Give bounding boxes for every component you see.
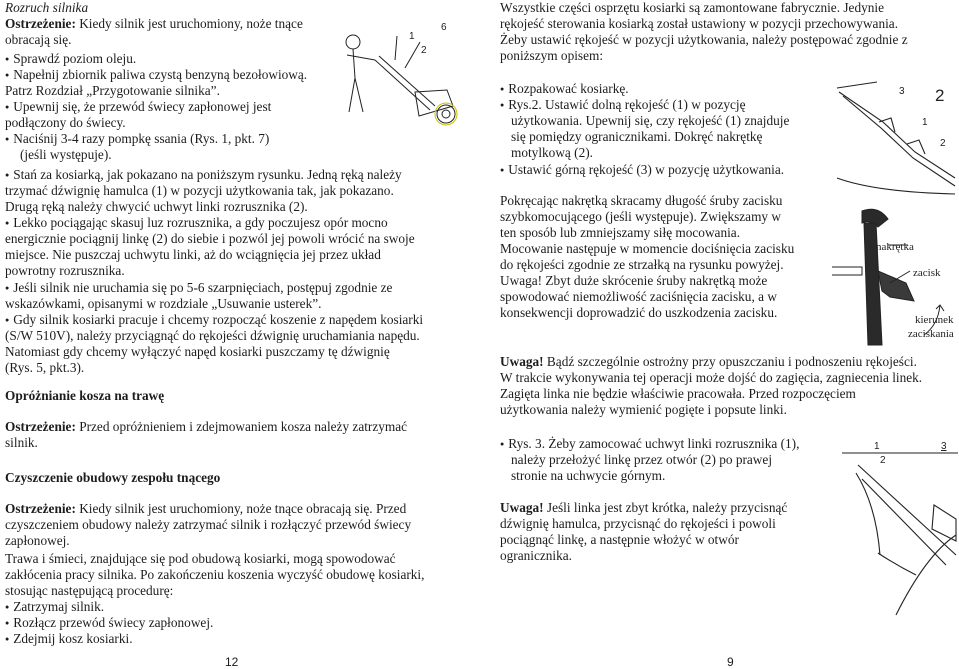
warning-label: Ostrzeżenie: [5, 16, 76, 31]
bullet-starter-rope-2: należy przełożyć linkę przez otwór (2) po prawej [511, 452, 773, 467]
intro-line-1: Wszystkie części osprzętu kosiarki są zamontowane fabrycznie. Jedynie [500, 0, 884, 15]
caution-cables-4: użytkowania należy wymienić pogięte i popsute linki. [500, 402, 787, 417]
label-clamp: zacisk [913, 267, 941, 279]
caution-rope-short-4: ogranicznika. [500, 548, 572, 563]
section-heading-empty-bag: Opróżnianie kosza na trawę [5, 388, 165, 403]
bullet-upper-handle: ● Ustawić górną rękojeść (3) w pozycję użytkowania. [500, 162, 784, 180]
fig1-label-2: 2 [421, 45, 427, 56]
clamp-paragraph-8: konsekwencji doprowadzić do uszkodzenia zacisku. [500, 305, 778, 320]
fig2-label-2: 2 [940, 138, 946, 149]
clamp-paragraph-7: spowodować niemożliwość zaciśnięcia zacisku, a w [500, 289, 777, 304]
bullet-stand-behind-3: Drugą ręką należy chwycić uchwyt linki rozrusznika (2). [5, 199, 308, 214]
bullet-drive-3: Natomiast gdy chcemy wyłączyć napęd kosiarki puszczamy tę dźwignię [5, 344, 390, 359]
bullet-drive-4: (Rys. 5, pkt.3). [5, 360, 85, 375]
caution-rope-short-2: dźwignię hamulca, przycisnąć do rękojeści i powoli [500, 516, 776, 531]
warning-text-2: obracają się. [5, 32, 72, 47]
bullet-lower-handle-2: użytkowania. Upewnij się, czy rękojeść (1) znajduje [511, 113, 790, 128]
section-heading-engine-start: Rozruch silnika [5, 0, 89, 15]
caution-rope-short: Uwaga! Jeśli linka jest zbyt krótka, należy przycisnąć [500, 500, 788, 515]
label-clamping-direction-2: zaciskania [908, 328, 954, 340]
cleaning-paragraph-3: stosując następującą procedurę: [5, 583, 174, 598]
clamp-paragraph-3: ten sposób lub zmniejszamy siłę mocowania. [500, 225, 741, 240]
bullet-lower-handle: ● Rys.2. Ustawić dolną rękojeść (1) w pozycję [500, 97, 825, 115]
warning-bag-2: silnik. [5, 435, 38, 450]
cleaning-paragraph-2: zakłócenia pracy silnika. Po zakończeniu koszenia wyczyść obudowę kosiarki, [5, 567, 425, 582]
bullet-spark-plug-2: podłączony do świecy. [5, 115, 126, 130]
clamp-paragraph-2: szybkomocującego (jeśli występuje). Zwiększamy w [500, 209, 782, 224]
label-clamping-direction-1: kierunek [915, 314, 954, 326]
bullet-primer-2: (jeśli występuje). [20, 147, 112, 162]
warning-cleaning: Ostrzeżenie: Kiedy silnik jest uruchomiony, noże tnące obracają się. Przed [5, 501, 407, 516]
intro-line-3: Żeby ustawić rękojeść w pozycji użytkowania, należy postępować zgodnie z [500, 32, 908, 47]
fig2-label-1: 1 [922, 117, 928, 128]
figure-starter-rope-guide [836, 445, 959, 620]
warning-cleaning-3: zapłonowej. [5, 533, 70, 548]
fig2-label-2-large: 2 [935, 86, 945, 105]
caution-rope-short-3: pociągnąć linkę, a następnie włożyć w otwór [500, 532, 739, 547]
bullet-spark-plug: ● Upewnij się, że przewód świecy zapłonowej jest [5, 99, 323, 117]
bullet-disconnect-plug: ● Rozłącz przewód świecy zapłonowej. [5, 615, 213, 633]
fig1-label-6: 6 [441, 22, 447, 33]
bullet-fill-tank-2: Patrz Rozdział „Przygotowanie silnika”. [5, 83, 220, 98]
bullet-pull-starter-3: miejsce. Nie puszczaj uchwytu linki, aż do wciągnięcia jej przez układ [5, 247, 381, 262]
section-heading-cleaning: Czyszczenie obudowy zespołu tnącego [5, 470, 221, 485]
clamp-paragraph-5: do rękojeści zgodnie ze strzałką na rysunku powyżej. [500, 257, 784, 272]
fig4-label-1: 1 [874, 441, 880, 452]
bullet-unpack: ● Rozpakować kosiarkę. [500, 81, 629, 99]
bullet-fill-tank: ● Napełnij zbiornik paliwa czystą benzyną bezołowiową. [5, 67, 307, 85]
bullet-drive: ● Gdy silnik kosiarki pracuje i chcemy rozpocząć koszenie z napędem kosiarki [5, 312, 461, 330]
bullet-stand-behind-2: trzymać dźwignię hamulca (1) w pozycji użytkowania tak, jak pokazano. [5, 183, 394, 198]
bullet-pull-starter-4: powrotny rozrusznika. [5, 263, 125, 278]
bullet-starter-rope: ● Rys. 3. Żeby zamocować uchwyt linki rozrusznika (1), [500, 436, 828, 454]
warning-bag: Ostrzeżenie: Przed opróżnieniem i zdejmowaniem kosza należy zatrzymać [5, 419, 408, 434]
bullet-stop-engine: ● Zatrzymaj silnik. [5, 599, 104, 617]
bullet-check-oil: ● Sprawdź poziom oleju. [5, 51, 136, 69]
page-number-right: 9 [727, 655, 734, 669]
warning-paragraph [5, 16, 303, 32]
fig2-label-3: 3 [899, 86, 905, 97]
figure-starting-mower [335, 20, 460, 130]
bullet-not-starting: ● Jeśli silnik nie uruchamia się po 5-6 szarpnięciach, postępuj zgodnie ze [5, 280, 461, 298]
intro-line-2: rękojeść sterowania kosiarką został ustawiony w pozycji przechowywania. [500, 16, 899, 31]
caution-cables: Uwaga! Bądź szczególnie ostrożny przy opuszczaniu i podnoszeniu rękojeści. [500, 354, 917, 369]
page-number-left: 12 [225, 655, 239, 669]
bullet-remove-bag: ● Zdejmij kosz kosiarki. [5, 631, 133, 649]
caution-cables-2: W trakcie wykonywania tej operacji może dojść do zagięcia, zagniecenia linek. [500, 370, 923, 385]
bullet-lower-handle-3: się pomiędzy ogranicznikami. Dokręć nakrętkę [511, 129, 763, 144]
bullet-lower-handle-4: motylkową (2). [511, 145, 593, 160]
warning-text: Kiedy silnik jest uruchomiony, noże tnące [75, 16, 303, 31]
bullet-not-starting-2: wskazówkami, opisanymi w rozdziale „Usuwanie usterek”. [5, 296, 322, 311]
label-nut: nakrętka [876, 241, 914, 253]
bullet-primer: ● Naciśnij 3-4 razy pompkę ssania (Rys. 1, pkt. 7) [5, 131, 269, 149]
bullet-drive-2: (S/W 510V), należy przyciągnąć do rękojeści dźwignię uruchamiania napędu. [5, 328, 420, 343]
bullet-pull-starter-2: energicznie pociągnij linkę (2) do siebie i pozwól jej powoli wrócić na swoje [5, 231, 415, 246]
warning-cleaning-2: czyszczeniem obudowy należy zatrzymać silnik i rozłączyć przewód świecy [5, 517, 412, 532]
fig4-label-2: 2 [880, 455, 886, 466]
intro-line-4: poniższym opisem: [500, 48, 604, 63]
clamp-paragraph-6: Uwaga! Zbyt duże skrócenie śruby nakrętką może [500, 273, 768, 288]
bullet-stand-behind: ● Stań za kosiarką, jak pokazano na poniższym rysunku. Jedną ręką należy [5, 167, 461, 185]
bullet-starter-rope-3: stronie na uchwycie górnym. [511, 468, 666, 483]
clamp-paragraph-4: Mocowanie następuje w momencie dociśnięcia zacisku [500, 241, 795, 256]
bullet-pull-starter: ● Lekko pociągając skasuj luz rozrusznika, a gdy poczujesz opór mocno [5, 215, 461, 233]
cleaning-paragraph: Trawa i śmieci, znajdujące się pod obudową kosiarki, mogą spowodować [5, 551, 396, 566]
fig1-label-1: 1 [409, 31, 415, 42]
clamp-paragraph-1: Pokręcając nakrętką skracamy długość śruby zacisku [500, 193, 783, 208]
caution-cables-3: Zagięta linka nie będzie właściwie pracowała. Przed rozpoczęciem [500, 386, 856, 401]
fig4-label-3: 3 [941, 441, 947, 452]
